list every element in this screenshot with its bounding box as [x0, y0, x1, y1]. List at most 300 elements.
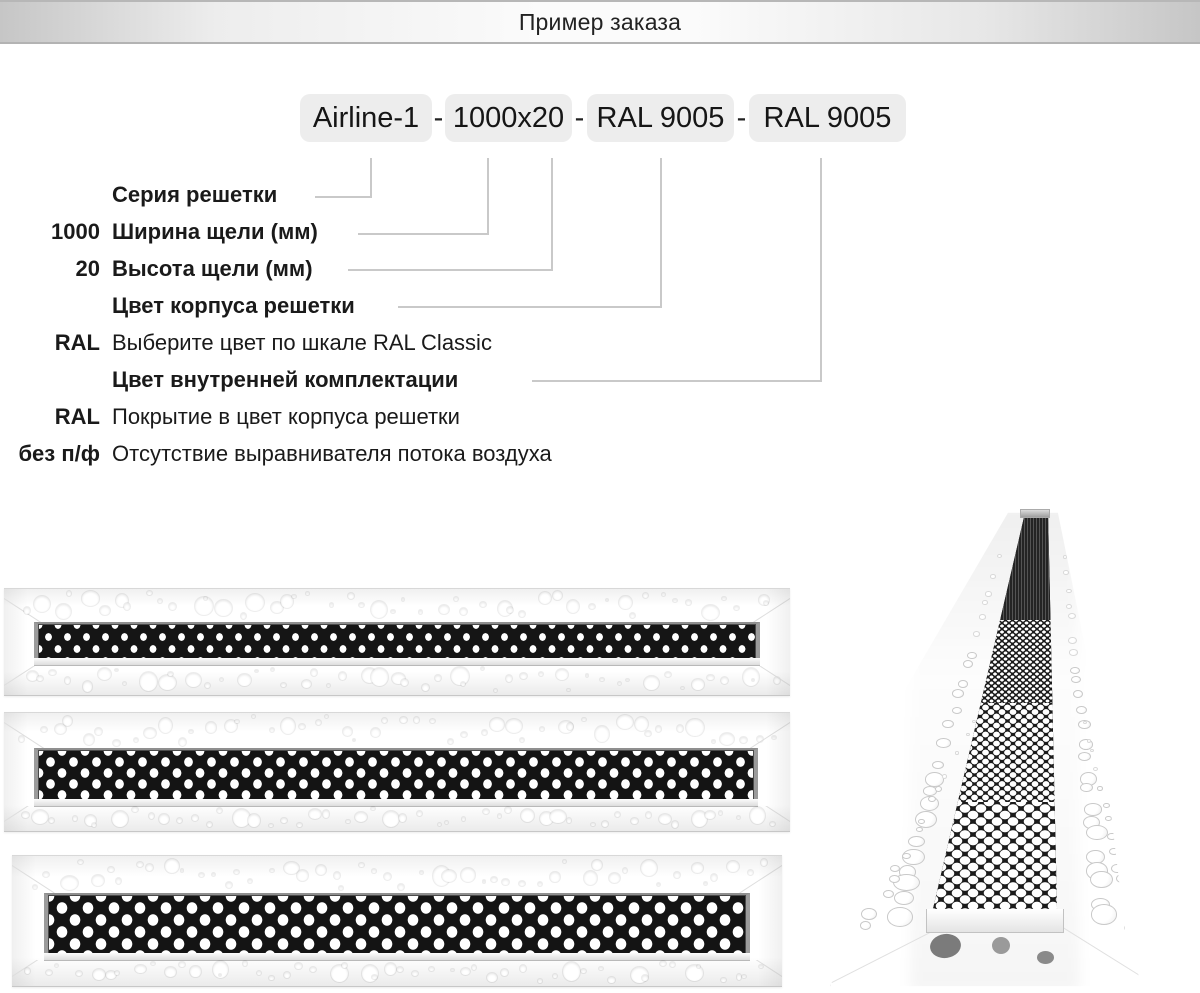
order-code-separator: - [736, 101, 747, 134]
perforation-hole [631, 818, 638, 824]
perforation-hole [985, 591, 992, 597]
legend-label: Ширина щели (мм) [112, 219, 318, 244]
perforation-hole [599, 967, 603, 970]
perforation-hole [567, 818, 572, 823]
perforation-hole [402, 598, 405, 601]
perforation-hole [309, 809, 321, 819]
perforation-hole [1124, 923, 1137, 933]
perforation-hole [642, 975, 648, 982]
perforation-hole [617, 715, 633, 729]
perforation-hole [748, 870, 753, 875]
perforation-hole [460, 608, 467, 615]
product-image-front-wide [12, 855, 782, 987]
perforation-hole [24, 607, 30, 614]
perforation-hole [281, 683, 286, 687]
perforation-hole [355, 812, 367, 822]
perforation-hole [371, 728, 380, 737]
perforation-hole [422, 684, 429, 691]
legend-label: Выберите цвет по шкале RAL Classic [112, 330, 492, 355]
perforation-hole [608, 977, 615, 983]
perforation-hole [711, 874, 717, 881]
perforation-hole [595, 726, 609, 742]
perforation-hole [883, 890, 894, 898]
perforation-hole [1078, 752, 1091, 761]
perforation-hole [1063, 555, 1067, 559]
perforation-hole [520, 738, 524, 742]
perforation-hole [284, 972, 290, 978]
perforation-hole [342, 963, 346, 968]
perforation-hole [520, 965, 527, 972]
perforation-hole [43, 872, 49, 877]
legend-row-ral-note [0, 328, 492, 358]
perforation-hole [343, 727, 353, 736]
perforation-hole [506, 675, 512, 682]
perforation-hole [1109, 848, 1119, 855]
mounting-hole [1037, 951, 1054, 964]
perforation-hole [1116, 874, 1128, 883]
perforation-hole [137, 862, 144, 868]
perforation-hole [507, 607, 513, 614]
perforation-hole [83, 681, 93, 692]
perforation-hole [672, 821, 678, 828]
perforation-hole [323, 810, 330, 817]
perforation-hole [37, 676, 43, 682]
perforation-hole [737, 816, 740, 820]
connector-line-inner-color [532, 158, 822, 382]
perforation-hole [1076, 706, 1087, 714]
perforation-hole [399, 814, 406, 822]
perforation-hole [519, 611, 525, 617]
perforation-hole [95, 728, 102, 735]
perforation-hole [1086, 825, 1108, 841]
perforation-hole [591, 823, 595, 826]
perforation-hole [567, 600, 580, 613]
perforation-hole [483, 809, 489, 814]
perforation-hole [581, 969, 586, 974]
perforation-hole [665, 672, 672, 678]
perforated-flange-top [4, 714, 790, 748]
perforation-hole [100, 606, 109, 615]
perforation-hole [563, 962, 580, 981]
legend-prefix: без п/ф [18, 441, 100, 466]
perforation-hole [521, 809, 534, 822]
perforation-hole [742, 975, 746, 978]
perforation-hole [619, 596, 631, 610]
perforation-hole [448, 739, 453, 744]
perforation-hole [626, 679, 629, 681]
order-code-separator: - [574, 101, 585, 134]
perforation-hole [233, 809, 250, 827]
perforation-hole [966, 733, 970, 737]
perforation-hole [519, 881, 525, 886]
perforated-flange-bottom [4, 806, 790, 830]
perforation-hole [635, 717, 648, 732]
perforation-hole [32, 810, 48, 824]
perforation-hole [1080, 783, 1093, 793]
page-title: Пример заказа [518, 8, 682, 35]
perforation-hole [483, 880, 486, 883]
perforation-hole [472, 965, 476, 970]
perforation-hole [93, 969, 105, 980]
perforation-hole [270, 869, 274, 873]
perforation-hole [430, 719, 435, 723]
perforated-insert [39, 751, 753, 799]
perforation-hole [371, 601, 387, 618]
perforation-hole [482, 730, 487, 735]
header-bar [0, 0, 1200, 44]
grille-slot [34, 622, 760, 658]
perforation-hole [958, 680, 968, 688]
perforation-hole [936, 738, 951, 748]
perforation-hole [212, 873, 215, 877]
perforation-hole [520, 673, 527, 679]
perforation-hole [1103, 803, 1110, 808]
perforation-hole [567, 723, 573, 730]
perforation-hole [56, 604, 71, 619]
perforation-hole [952, 707, 963, 714]
grille-slot [34, 748, 758, 799]
legend-row-inner-ral-note [0, 402, 460, 432]
perforation-hole [750, 807, 765, 824]
perforation-hole [890, 865, 901, 872]
perforation-hole [190, 966, 201, 978]
perforation-hole [149, 813, 154, 819]
legend-row-inner-color [0, 365, 458, 395]
perforation-hole [241, 613, 247, 619]
perforation-hole [159, 718, 172, 733]
perforation-hole [269, 976, 273, 980]
perforation-hole [299, 724, 305, 729]
perforation-hole [1063, 570, 1069, 575]
perforation-hole [297, 823, 302, 827]
perforation-hole [414, 717, 420, 723]
perforation-hole [206, 722, 217, 733]
perforated-insert [39, 625, 755, 658]
perforation-hole [339, 672, 346, 680]
perforation-hole [159, 814, 168, 824]
perforation-hole [656, 726, 661, 731]
perforation-hole [734, 606, 739, 611]
perforation-hole [327, 684, 330, 687]
perforation-hole [46, 970, 52, 975]
perforation-hole [454, 597, 458, 601]
perforation-hole [417, 811, 421, 816]
perforation-hole [371, 807, 374, 810]
perforation-hole [123, 682, 126, 685]
perforation-hole [1090, 871, 1113, 889]
perforation-hole [1091, 904, 1117, 924]
perforation-hole [297, 870, 308, 881]
perforation-hole [461, 682, 465, 686]
legend-label: Цвет корпуса решетки [112, 293, 355, 318]
slot-lip [34, 658, 760, 666]
perforation-hole [1090, 749, 1094, 753]
perforation-hole [774, 677, 780, 684]
perforation-hole [686, 719, 704, 737]
perforation-hole [586, 674, 589, 677]
perforation-hole [1084, 803, 1102, 815]
perforation-hole [217, 808, 222, 813]
perforation-hole [76, 971, 82, 976]
perforation-hole [660, 961, 666, 966]
perforation-hole [257, 971, 262, 975]
perforation-hole [84, 734, 94, 745]
perforation-hole [400, 717, 407, 723]
perforation-hole [108, 867, 114, 873]
perforation-hole [461, 732, 467, 737]
order-code-part-series: Airline-1 [300, 94, 432, 142]
perforation-hole [292, 595, 296, 598]
perforation-hole [362, 965, 379, 983]
perforation-hole [310, 967, 316, 972]
perforation-hole [73, 816, 77, 820]
perforated-insert [49, 896, 745, 953]
legend-label: Цвет внутренней комплектации [112, 367, 459, 392]
perforation-hole [681, 687, 684, 690]
strip-end-cap [1020, 509, 1050, 518]
perforation-hole [398, 884, 404, 891]
legend-prefix: 20 [75, 256, 100, 281]
perforation-hole [692, 863, 704, 873]
perforation-hole [702, 605, 719, 620]
perforation-hole [550, 872, 559, 883]
perforation-hole [140, 672, 157, 691]
legend-label: Покрытие в цвет корпуса решетки [112, 404, 460, 429]
legend-label: Серия решетки [112, 182, 278, 207]
perforation-hole [334, 872, 341, 879]
perforation-hole [538, 882, 542, 886]
perforation-hole [169, 603, 176, 610]
perforation-hole [159, 675, 176, 690]
perforation-hole [181, 869, 184, 871]
perforation-hole [606, 599, 609, 601]
perforation-hole [662, 593, 665, 596]
perforation-hole [372, 869, 376, 872]
perforation-hole [567, 689, 570, 692]
perforation-hole [720, 733, 735, 745]
mounting-hole [992, 937, 1010, 954]
perforation-hole [135, 965, 145, 974]
perforation-hole [419, 610, 423, 613]
perforation-hole [243, 961, 247, 966]
perforation-hole [887, 907, 914, 927]
perforation-hole [643, 593, 648, 598]
tray-front-lip [926, 909, 1064, 933]
perforation-hole [63, 716, 72, 727]
perforation-hole [382, 718, 387, 723]
order-code-separator: - [433, 101, 444, 134]
perforation-hole [179, 738, 186, 746]
perforation-hole [764, 601, 769, 605]
perforation-hole [1073, 690, 1083, 698]
perforation-hole [1124, 910, 1139, 921]
perforation-hole [602, 821, 608, 827]
perforation-hole [151, 962, 155, 965]
perforation-hole [677, 725, 684, 733]
perforation-hole [33, 885, 37, 889]
perforation-hole [391, 610, 394, 613]
perforation-hole [494, 689, 497, 692]
perforation-hole [480, 602, 486, 607]
perforation-hole [92, 875, 104, 886]
perforation-hole [281, 718, 295, 734]
perforation-hole [737, 974, 742, 980]
perforation-hole [92, 823, 96, 827]
perforation-hole [1097, 786, 1103, 791]
perforation-hole [498, 814, 501, 817]
perforation-hole [553, 974, 557, 978]
perforation-hole [235, 720, 238, 723]
perforation-hole [353, 739, 356, 742]
perforation-hole [22, 812, 29, 818]
perforation-hole [115, 669, 118, 672]
perforation-hole [82, 591, 100, 606]
perforation-hole [539, 592, 552, 604]
perforation-hole [727, 861, 739, 873]
perforation-hole [192, 815, 199, 821]
perforation-hole [34, 596, 50, 612]
perforated-flange-bottom [4, 666, 790, 694]
perforation-hole [657, 883, 660, 886]
perforation-hole [348, 593, 354, 599]
perforation-hole [438, 823, 441, 826]
perforation-hole [325, 715, 328, 718]
perforation-hole [316, 865, 326, 875]
perforation-hole [860, 921, 872, 930]
perforation-hole [615, 812, 620, 817]
legend-row-series [0, 180, 277, 210]
perforation-hole [673, 599, 677, 602]
perforation-hole [1107, 833, 1117, 841]
legend-row-slot-height [0, 254, 313, 284]
perforation-hole [248, 879, 252, 883]
legend-prefix: 1000 [51, 219, 100, 244]
perforation-hole [134, 738, 138, 742]
perforation-hole [165, 967, 176, 977]
perforation-hole [19, 736, 24, 741]
perforation-hole [226, 882, 232, 888]
perforation-hole [481, 667, 484, 670]
perforation-hole [705, 811, 715, 819]
perforation-hole [41, 727, 47, 733]
perforation-hole [49, 818, 54, 823]
perforation-hole [234, 870, 240, 875]
perforation-hole [78, 860, 83, 864]
perforation-hole [740, 737, 747, 743]
perforation-hole [757, 736, 763, 742]
perforation-hole [316, 720, 321, 725]
perforation-hole [189, 730, 193, 733]
perforation-hole [113, 740, 120, 746]
perforation-hole [1122, 890, 1134, 898]
perforation-hole [592, 860, 601, 870]
perforation-hole [1068, 637, 1077, 644]
perforation-hole [248, 814, 260, 827]
product-image-perspective [830, 505, 1200, 993]
perforation-hole [311, 669, 317, 676]
perforation-hole [112, 811, 128, 828]
perforation-hole [861, 908, 877, 920]
product-image-front-slim [4, 588, 790, 696]
perforation-hole [451, 969, 454, 972]
perforation-hole [146, 864, 153, 871]
perforation-hole [165, 859, 179, 873]
perforation-hole [270, 728, 274, 732]
perforation-hole [719, 811, 723, 815]
perforation-hole [462, 817, 465, 821]
perforation-hole [659, 814, 671, 824]
perforation-hole [132, 807, 137, 812]
perforation-hole [908, 836, 925, 848]
perforation-hole [158, 599, 162, 603]
legend-row-no-flow-equalizer [0, 439, 552, 469]
perforation-hole [429, 967, 434, 972]
perforation-hole [451, 667, 469, 685]
perforation-hole [686, 600, 691, 604]
perforation-hole [584, 871, 597, 885]
perforation-hole [712, 740, 715, 742]
perforation-hole [553, 591, 562, 600]
perforation-hole [346, 820, 349, 824]
perforation-hole [177, 818, 182, 823]
perforation-hole [1111, 864, 1124, 874]
perforation-hole [67, 591, 72, 596]
perforation-hole [144, 728, 156, 739]
perforation-hole [385, 963, 396, 974]
perforation-hole [674, 872, 680, 878]
perforation-hole [397, 967, 403, 973]
perforation-hole [505, 807, 511, 813]
perforation-hole [186, 673, 201, 687]
perforation-hole [445, 821, 448, 824]
perforation-hole [707, 675, 714, 681]
legend-row-body-color [0, 291, 355, 321]
perforation-hole [721, 978, 726, 982]
legend-prefix: RAL [54, 330, 100, 355]
perforation-hole [646, 812, 652, 818]
perforated-flange-top [4, 590, 790, 622]
perforation-hole [623, 868, 627, 873]
perforation-hole [420, 871, 423, 874]
perforation-hole [582, 718, 585, 721]
perforation-hole [721, 677, 728, 684]
perforation-hole [600, 678, 604, 682]
perforation-hole [563, 860, 566, 863]
perforation-hole [205, 683, 211, 688]
perforation-hole [1069, 649, 1079, 656]
perforation-hole [207, 822, 213, 828]
perforation-hole [461, 868, 476, 882]
perforation-hole [722, 597, 726, 601]
perforation-hole [61, 876, 78, 890]
perforation-hole [442, 870, 456, 882]
perforation-hole [1105, 816, 1112, 821]
perforation-hole [401, 679, 408, 686]
perforation-hole [98, 668, 111, 680]
perforation-hole [302, 680, 312, 688]
perforation-hole [772, 736, 776, 739]
perforation-hole [641, 860, 657, 877]
perforation-hole [942, 774, 947, 778]
perforation-hole [540, 727, 544, 730]
perforation-hole [539, 672, 543, 676]
legend-prefix: RAL [54, 404, 100, 429]
perforation-hole [692, 679, 703, 690]
perforation-hole [116, 878, 121, 884]
perforation-hole [252, 715, 255, 718]
legend-label: Отсутствие выравнивателя потока воздуха [112, 441, 552, 466]
perforation-hole [618, 682, 621, 685]
